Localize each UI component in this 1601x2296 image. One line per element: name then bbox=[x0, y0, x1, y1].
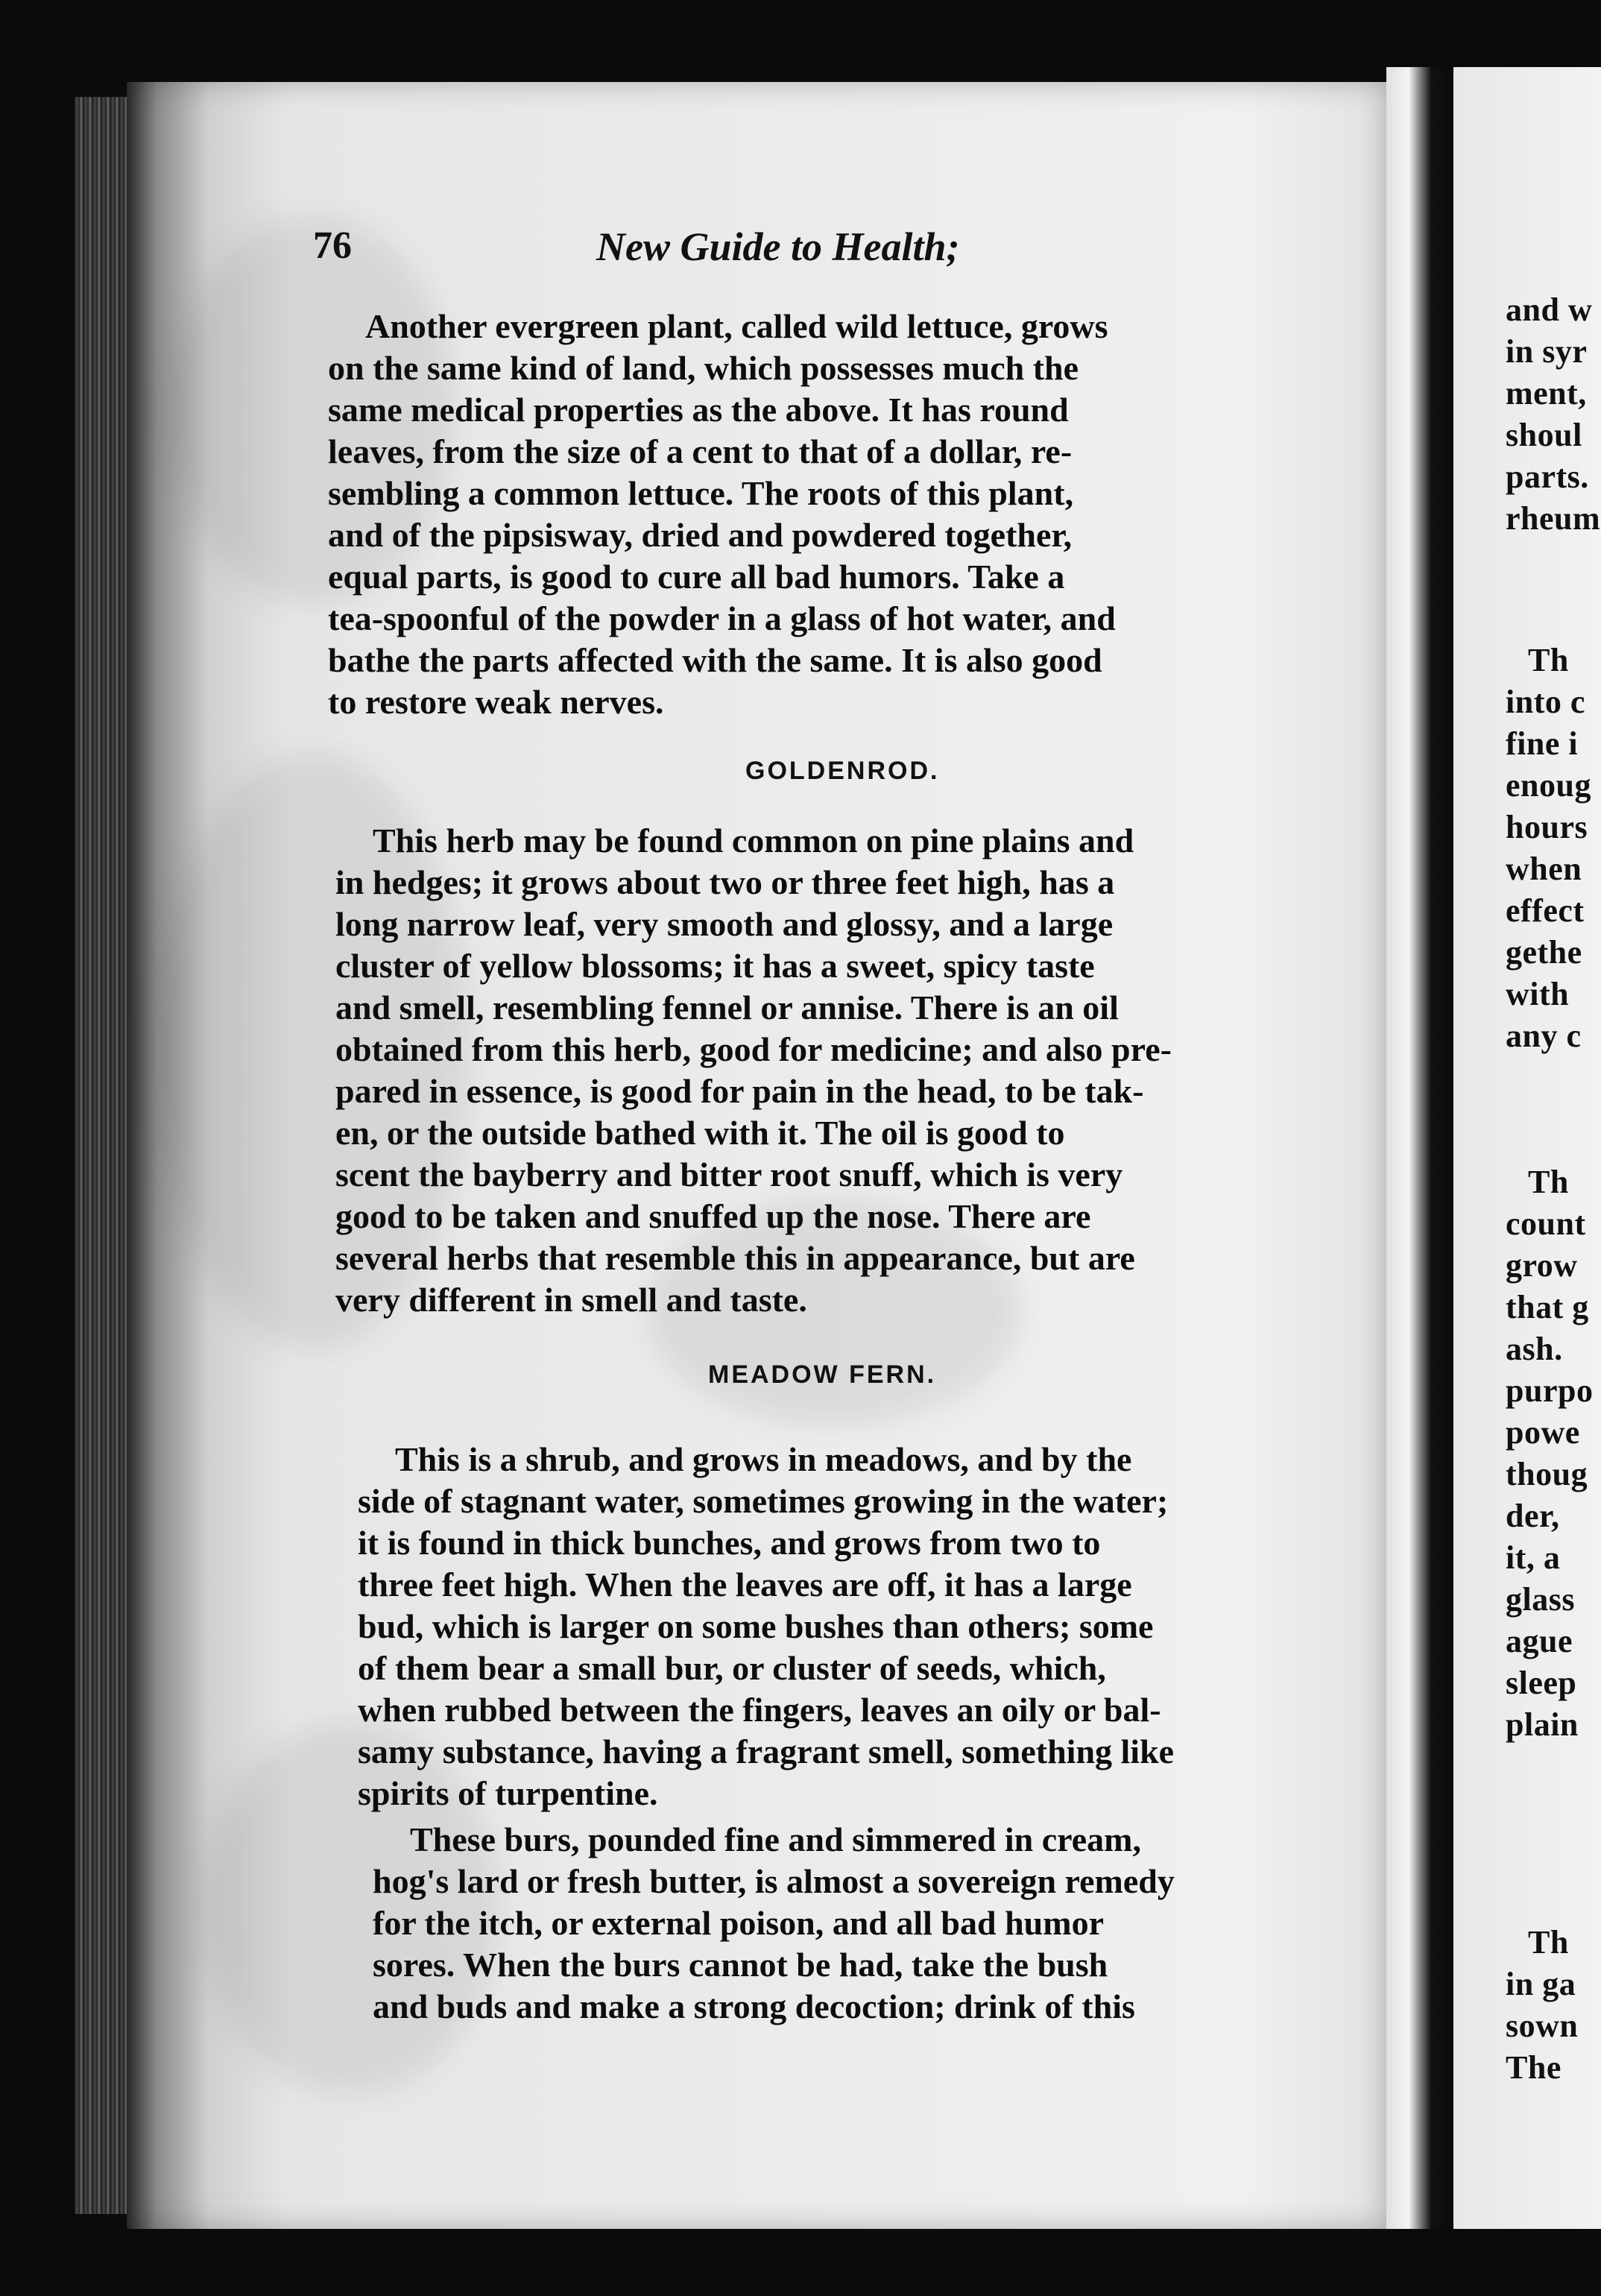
text-line: three feet high. When the leaves are off, it has a large bbox=[358, 1565, 1132, 1603]
right-line: effect bbox=[1506, 892, 1585, 929]
text-line: scent the bayberry and bitter root snuff, which is very bbox=[335, 1155, 1123, 1193]
text-line: cluster of yellow blossoms; it has a sweet, spicy taste bbox=[335, 947, 1095, 985]
text-line: and buds and make a strong decoction; drink of this bbox=[373, 1987, 1135, 2025]
right-line: sown bbox=[1506, 2008, 1579, 2044]
right-line: hours bbox=[1506, 809, 1588, 845]
text-line: and of the pipsisway, dried and powdered together, bbox=[328, 516, 1073, 554]
right-line: grow bbox=[1506, 1247, 1578, 1284]
right-line: enoug bbox=[1506, 767, 1591, 804]
right-line: that g bbox=[1506, 1289, 1589, 1325]
text-line: good to be taken and snuffed up the nose. There are bbox=[335, 1197, 1091, 1235]
right-line: Th bbox=[1528, 1164, 1569, 1200]
text-line: and smell, resembling fennel or annise. There is an oil bbox=[335, 988, 1119, 1026]
right-line: ague bbox=[1506, 1623, 1573, 1659]
text-line: obtained from this herb, good for medicine; and also pre- bbox=[335, 1030, 1172, 1068]
text-line: This herb may be found common on pine plains and bbox=[373, 821, 1134, 860]
text-line: equal parts, is good to cure all bad humors. Take a bbox=[328, 558, 1065, 596]
text-line: when rubbed between the fingers, leaves an oily or bal- bbox=[358, 1691, 1161, 1729]
right-line: plain bbox=[1506, 1706, 1579, 1743]
text-line: This is a shrub, and grows in meadows, and by the bbox=[395, 1440, 1132, 1478]
page-number: 76 bbox=[313, 224, 352, 267]
text-line: samy substance, having a fragrant smell, something like bbox=[358, 1732, 1175, 1770]
text-line: sembling a common lettuce. The roots of this plant, bbox=[328, 474, 1074, 512]
right-line: any c bbox=[1506, 1018, 1582, 1054]
text-line: bud, which is larger on some bushes than others; some bbox=[358, 1607, 1154, 1645]
right-line: Th bbox=[1528, 642, 1569, 678]
text-line: of them bear a small bur, or cluster of seeds, which, bbox=[358, 1649, 1106, 1687]
text-line: long narrow leaf, very smooth and glossy, and a large bbox=[335, 905, 1114, 943]
intro-paragraph bbox=[328, 306, 1357, 723]
goldenrod-paragraph bbox=[335, 820, 1364, 1321]
text-line: Another evergreen plant, called wild lettuce, grows bbox=[365, 307, 1108, 345]
page-header bbox=[313, 224, 1342, 283]
text-line: on the same kind of land, which possesses much the bbox=[328, 349, 1079, 387]
text-line: to restore weak nerves. bbox=[328, 683, 664, 721]
text-line: en, or the outside bathed with it. The oil is good to bbox=[335, 1114, 1065, 1152]
right-line: ment, bbox=[1506, 375, 1587, 411]
section-heading-meadow-fern: MEADOW FERN. bbox=[708, 1360, 937, 1389]
text-line: in hedges; it grows about two or three feet high, has a bbox=[335, 863, 1115, 901]
right-line: with bbox=[1506, 976, 1570, 1012]
right-line: count bbox=[1506, 1205, 1586, 1242]
right-line: purpo bbox=[1506, 1372, 1594, 1409]
right-page bbox=[1453, 67, 1601, 2229]
right-line: powe bbox=[1506, 1414, 1580, 1451]
right-line: when bbox=[1506, 851, 1582, 887]
text-line: bathe the parts affected with the same. It is also good bbox=[328, 641, 1102, 679]
right-line: parts. bbox=[1506, 458, 1589, 495]
running-title: New Guide to Health; bbox=[596, 224, 960, 269]
right-line: der, bbox=[1506, 1498, 1560, 1534]
right-line: in ga bbox=[1506, 1966, 1576, 2002]
text-line: leaves, from the size of a cent to that of a dollar, re- bbox=[328, 432, 1073, 470]
burs-paragraph bbox=[373, 1819, 1386, 2028]
text-line: several herbs that resemble this in appearance, but are bbox=[335, 1239, 1135, 1277]
book-gutter bbox=[1386, 67, 1453, 2229]
text-line: spirits of turpentine. bbox=[358, 1774, 658, 1812]
text-line: sores. When the burs cannot be had, take the bush bbox=[373, 1946, 1108, 1984]
text-line: side of stagnant water, sometimes growing in the water; bbox=[358, 1482, 1169, 1520]
right-line: rheum bbox=[1506, 500, 1601, 537]
right-line: and w bbox=[1506, 291, 1593, 328]
text-line: pared in essence, is good for pain in the head, to be tak- bbox=[335, 1072, 1144, 1110]
right-line: shoul bbox=[1506, 417, 1582, 453]
right-line: into c bbox=[1506, 684, 1585, 720]
right-line: in syr bbox=[1506, 333, 1588, 370]
text-line: hog's lard or fresh butter, is almost a sovereign remedy bbox=[373, 1862, 1175, 1900]
right-line: gethe bbox=[1506, 934, 1582, 971]
right-line: it, a bbox=[1506, 1539, 1561, 1576]
right-line: fine i bbox=[1506, 725, 1579, 762]
right-line: thoug bbox=[1506, 1456, 1588, 1492]
text-line: These burs, pounded fine and simmered in cream, bbox=[410, 1820, 1142, 1858]
text-line: for the itch, or external poison, and all bad humor bbox=[373, 1904, 1104, 1942]
meadow-fern-paragraph bbox=[358, 1439, 1379, 1814]
right-line: The bbox=[1506, 2049, 1561, 2086]
right-line: Th bbox=[1528, 1924, 1569, 1961]
right-line: ash. bbox=[1506, 1331, 1563, 1367]
text-line: very different in smell and taste. bbox=[335, 1281, 807, 1319]
text-line: tea-spoonful of the powder in a glass of hot water, and bbox=[328, 599, 1116, 637]
text-line: it is found in thick bunches, and grows from two to bbox=[358, 1524, 1101, 1562]
right-line: glass bbox=[1506, 1581, 1575, 1618]
section-heading-goldenrod: GOLDENROD. bbox=[745, 757, 940, 785]
text-line: same medical properties as the above. It has round bbox=[328, 391, 1069, 429]
right-line: sleep bbox=[1506, 1665, 1577, 1701]
